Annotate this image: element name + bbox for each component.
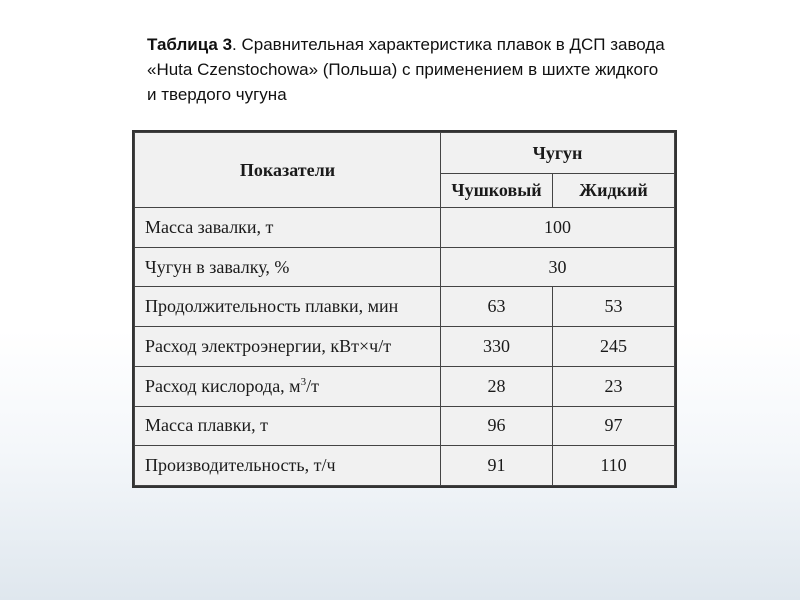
row-label: Масса завалки, т: [135, 208, 441, 248]
row-label-text: Расход кислорода, м: [145, 375, 301, 396]
row-label: Масса плавки, т: [135, 406, 441, 446]
row-label: Расход электроэнергии, кВт×ч/т: [135, 327, 441, 367]
row-label: Чугун в завалку, %: [135, 247, 441, 287]
row-value-liquid: 110: [553, 446, 675, 486]
caption-text: . Сравнительная характеристика плавок в ДСП завода «Huta Czenstochowa» (Польша) с применением в шихте жидкого и твердого чугуна: [147, 35, 665, 104]
row-label: Производительность, т/ч: [135, 446, 441, 486]
row-value-liquid: 53: [553, 287, 675, 327]
row-value-pig: 63: [441, 287, 553, 327]
table-row: [135, 446, 675, 486]
row-value-pig: 330: [441, 327, 553, 367]
row-value-merged: 100: [441, 208, 675, 248]
row-label: [135, 366, 441, 406]
row-value-liquid: 245: [553, 327, 675, 367]
comparison-table: [132, 130, 677, 488]
header-liquid-iron: Жидкий: [553, 174, 675, 208]
table-row: [135, 208, 675, 248]
header-pig-iron: Чушковый: [441, 174, 553, 208]
table-caption: [147, 32, 667, 107]
table-header-row: [135, 133, 675, 174]
row-label-unit: /т: [306, 375, 319, 396]
header-indicators: Показатели: [135, 133, 441, 208]
table-row: [135, 406, 675, 446]
table-row: [135, 247, 675, 287]
row-value-pig: 28: [441, 366, 553, 406]
caption-number: Таблица 3: [147, 35, 233, 54]
row-value-liquid: 23: [553, 366, 675, 406]
header-iron: Чугун: [441, 133, 675, 174]
row-label-superscript: 3: [300, 375, 307, 388]
row-value-pig: 91: [441, 446, 553, 486]
row-label: Продолжительность плавки, мин: [135, 287, 441, 327]
row-value-merged: 30: [441, 247, 675, 287]
table-row: [135, 366, 675, 406]
row-value-liquid: 97: [553, 406, 675, 446]
table-row: [135, 327, 675, 367]
table-row: [135, 287, 675, 327]
row-value-pig: 96: [441, 406, 553, 446]
